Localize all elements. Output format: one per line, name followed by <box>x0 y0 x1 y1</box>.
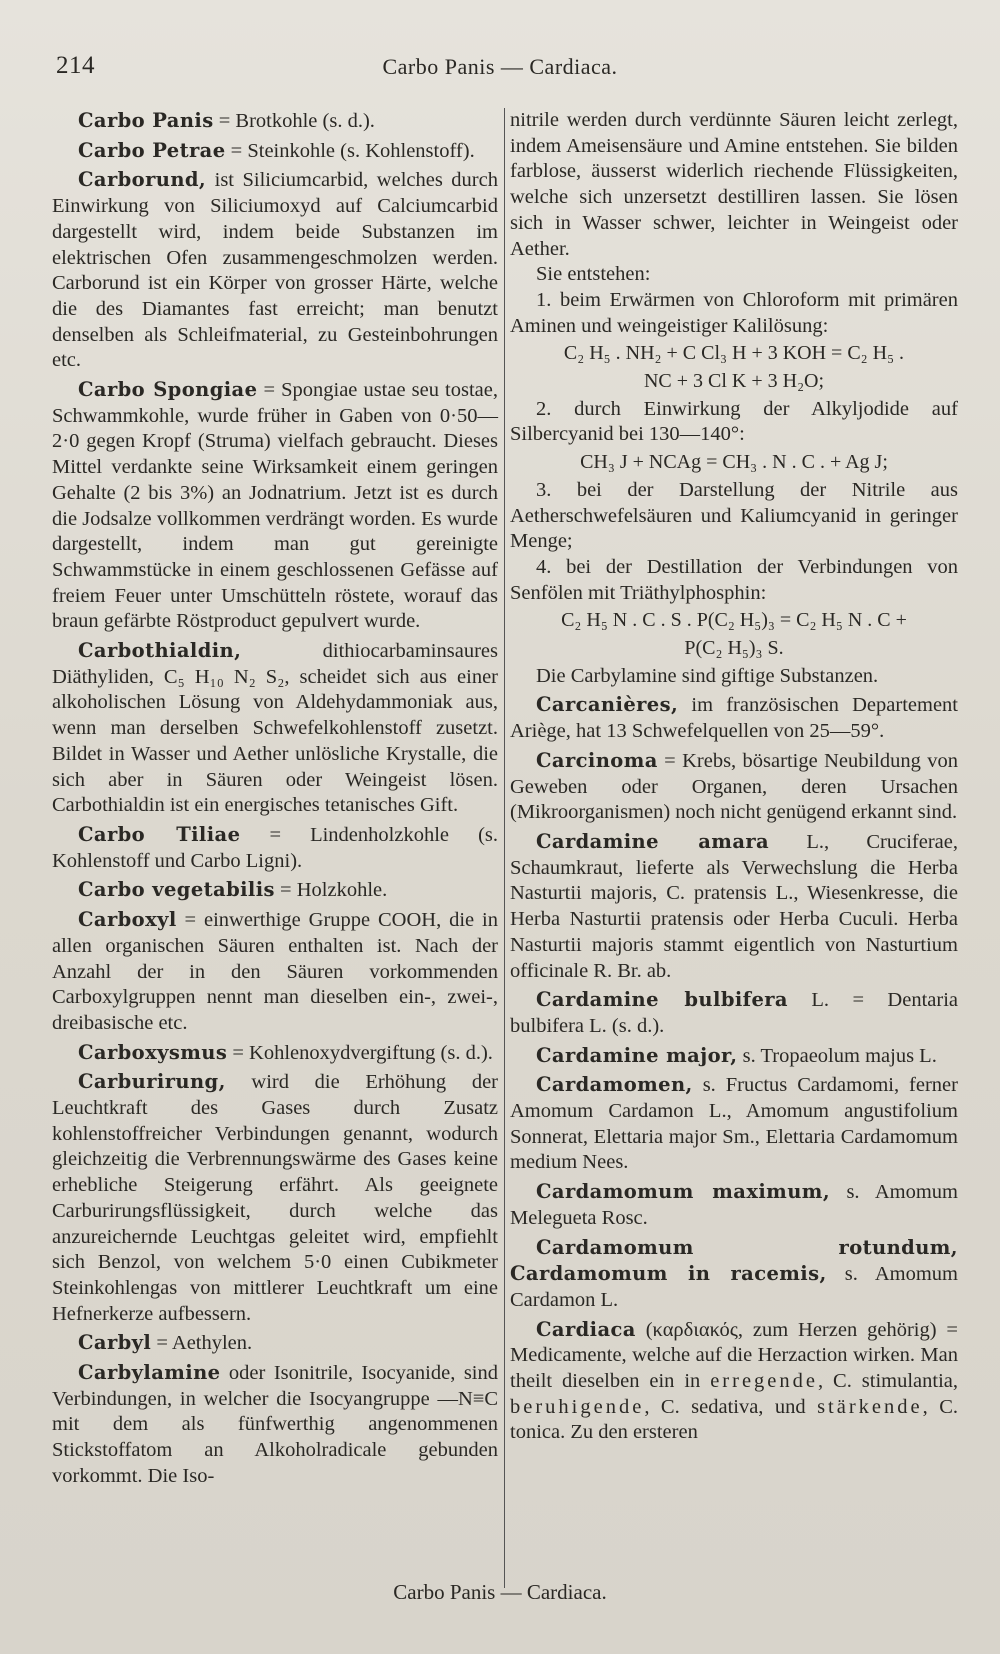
entry-cardamine-bulbifera <box>510 987 958 1039</box>
entry-text: ist Siliciumcarbid, welches durch Einwirkung von Siliciumoxyd auf Calciumcarbid dargestellt wird, indem beide Substanzen im elektrischen Ofen zusammengeschmolzen werden. Carborund ist ein Körper von grosser Härte, welche die des Diamantes fast erreicht; man benutzt denselben als Schleifmaterial, zu Gesteinbohrungen etc. <box>52 169 498 372</box>
headword: Carboxysmus <box>78 1040 228 1064</box>
headword: Cardamomum maximum, <box>536 1180 831 1204</box>
column-divider <box>504 108 505 1588</box>
right-column <box>510 108 958 1449</box>
headword: Carcanières, <box>536 693 679 717</box>
headword: Cardiaca <box>536 1317 636 1341</box>
formula-2: CH₃ J + NCAg = CH₃ . N . C . + Ag J; <box>580 451 888 474</box>
running-title: Carbo Panis — Cardiaca. <box>382 54 618 79</box>
formula-4b: P(C₂ H₅)₃ S. <box>684 637 784 660</box>
headword: Cardamomum rotundum, Cardamomum in racemis, <box>510 1235 958 1286</box>
headword: Carbo Petrae <box>78 138 226 162</box>
spaced-term: erregende <box>710 1370 819 1393</box>
headword: Carbothialdin, <box>78 639 242 663</box>
formula-1b: NC + 3 Cl K + 3 H₂O; <box>643 370 825 393</box>
entry-cardamomum-rotundum <box>510 1235 958 1314</box>
method-3: 3. bei der Darstellung der Nitrile aus Aetherschwefelsäuren und Kaliumcyanid in geringer Menge; <box>510 478 958 553</box>
headword: Carbo Panis <box>78 109 214 132</box>
entry-text: (καρδιακός, zum Herzen gehörig) = Medicamente, welche auf die Herzaction wirken. Man theilt dieselben ein in <box>510 1318 958 1393</box>
page-footer: Carbo Panis — Cardiaca. <box>393 1580 607 1604</box>
headword: Cardamine major, <box>536 1043 738 1067</box>
formula-1a: C₂ H₅ . NH₂ + C Cl₃ H + 3 KOH = C₂ H₅ . <box>563 342 905 365</box>
method-1: 1. beim Erwärmen von Chloroform mit primären Aminen und weingeistiger Kalilösung: <box>510 288 958 337</box>
entry-carcinoma <box>510 748 958 826</box>
entry-cardamomum-maximum <box>510 1179 958 1231</box>
entry-text: s. Tropaeolum majus L. <box>737 1044 937 1067</box>
entry-carbyl <box>52 1330 498 1357</box>
entry-text: s. Amomum Melegueta Rosc. <box>510 1181 958 1229</box>
entry-text: = Steinkohle (s. Kohlenstoff). <box>225 139 475 162</box>
entry-text: , C. sedativa, und <box>644 1395 818 1418</box>
spaced-term: stärkende <box>817 1395 923 1418</box>
headword: Carbylamine <box>78 1361 221 1385</box>
headword: Carboxyl <box>78 908 177 932</box>
entry-text: = Spongiae ustae seu tostae, Schwammkohle, wurde früher in Gaben von 0·50—2·0 gegen Kropf (Struma) vielfach gebraucht. Dieses Mittel verdankte seine Wirksamkeit einem geringen Gehalte (2 bis 3%) an Jodnatrium. Jetzt ist es durch die Jodsalze vollkommen verdrängt worden. Es wurde dargestellt, indem man gut gereinigte Schwammstücke in einem geschlossenen Gefässe auf freiem Feuer unter Umschütteln röstete, worauf das braun gefärbte Röstproduct gepulvert wurde. <box>52 379 498 633</box>
page-number: 214 <box>56 52 95 79</box>
headword: Carburirung, <box>78 1070 226 1094</box>
entry-text: = Aethylen. <box>151 1332 253 1355</box>
entry-carbo-spongiae <box>52 377 498 635</box>
entry-carbothialdin <box>52 638 498 819</box>
entry-text: im französischen Departement Ariège, hat 13 Schwefelquellen von 25—59°. <box>510 694 958 743</box>
closing-sentence: Die Carbylamine sind giftige Substanzen. <box>536 664 879 687</box>
entry-text: = Holzkohle. <box>274 879 388 902</box>
entry-carbo-panis <box>52 108 498 135</box>
entry-carcanieres <box>510 692 958 744</box>
entry-text: wird die Erhöhung der Leuchtkraft des Gases durch Zusatz kohlenstoffreicher Verbindungen genannt, wodurch gleichzeitig die Verbrennungswärme des Gases keine erhebliche Steigerung erfährt. Als geeignete Carburirungsflüssigkeit, durch welche das anzureichernde Leuchtgas geleitet wird, empfiehlt sich Benzol, von welchem 5·0 einen Cubikmeter Steinkohlengas von mittlerer Leuchtkraft um eine Hefnerkerze aufbessern. <box>52 1071 498 1325</box>
entry-cardamine-amara <box>510 829 958 984</box>
entry-text: = Kohlenoxydvergiftung (s. d.). <box>227 1041 493 1064</box>
headword: Carbo Tiliae <box>78 822 241 846</box>
entry-carbo-petrae <box>52 138 498 165</box>
entry-text: oder Isonitrile, Isocyanide, sind Verbindungen, in welcher die Isocyangruppe —N≡C mit dem als fünfwerthig angenommenen Stickstoffatom an Alkoholradicale gebunden vorkommt. Die Iso- <box>52 1362 498 1487</box>
entry-carboxyl <box>52 907 498 1037</box>
headword: Carbo vegetabilis <box>78 878 275 902</box>
entry-text: L. = Dentaria bulbifera L. (s. d.). <box>510 989 958 1037</box>
entry-text: s. Amomum Cardamon L. <box>510 1263 958 1311</box>
entry-carbo-tiliae <box>52 822 498 874</box>
headword: Cardamine bulbifera <box>536 988 788 1012</box>
entry-cardamine-major <box>510 1043 958 1070</box>
entry-text: = Brotkohle (s. d.). <box>213 110 375 132</box>
entry-cardamomen <box>510 1072 958 1176</box>
method-2: 2. durch Einwirkung der Alkyljodide auf Silbercyanid bei 130—140°: <box>510 397 958 446</box>
headword: Cardamine amara <box>536 829 770 853</box>
entry-text: L., Cruciferae, Schaumkraut, lieferte als Verwechslung die Herba Nasturtii majoris, C. pratensis L., Wiesenkresse, die Herba Nasturtii pratensis oder Herba Cuculi. Herba Nasturtii majoris stammt eigentlich von Nasturtium officinale R. Br. ab. <box>510 830 958 982</box>
entry-carborund <box>52 167 498 374</box>
method-4: 4. bei der Destillation der Verbindungen von Senfölen mit Triäthylphosphin: <box>510 555 958 604</box>
page-header <box>52 52 948 86</box>
entry-carbylamine <box>52 1360 498 1490</box>
enumeration-intro: Sie entstehen: <box>536 263 651 286</box>
headword: Carbyl <box>78 1331 152 1355</box>
formula-4a: C₂ H₅ N . C . S . P(C₂ H₅)₃ = C₂ H₅ N . C + <box>561 609 907 632</box>
continuation-text: nitrile werden durch verdünnte Säuren leicht zerlegt, indem Ameisensäure und Amine entstehen. Sie bilden farblose, äusserst widerlich riechende Flüssigkeiten, welche sich unzersetzt destilliren lassen. Sie lösen sich in Wasser schwer, leichter in Weingeist oder Aether. <box>510 109 958 260</box>
entry-text: , C. tonica. Zu den ersteren <box>510 1395 958 1444</box>
left-column <box>52 108 498 1493</box>
entry-cardiaca <box>510 1317 958 1447</box>
entry-carbo-vegetabilis <box>52 877 498 904</box>
entry-text: = Krebs, bösartige Neubildung von Geweben oder Organen, deren Ursachen (Mikroorganismen) noch nicht genügend erkannt sind. <box>510 749 958 824</box>
headword: Carborund, <box>78 168 207 192</box>
entry-text: , C. stimulantia, <box>818 1370 958 1393</box>
entry-text: = Lindenholzkohle (s. Kohlenstoff und Carbo Ligni). <box>52 823 498 872</box>
headword: Cardamomen, <box>536 1073 693 1097</box>
entry-text: = einwerthige Gruppe COOH, die in allen organischen Säuren enthalten ist. Nach der Anzahl der in den Säuren vorkommenden Carboxylgruppen nennt man dieselben ein-, zwei-, dreibasische etc. <box>52 909 498 1034</box>
entry-text: dithiocarbaminsaures Diäthyliden, C₅ H₁₀ N₂ S₂, scheidet sich aus einer alkoholischen Lösung von Aldehydammoniak aus, wenn man derselben Schwefelkohlenstoff zusetzt. Bildet in Wasser und Aether unlösliche Krystalle, die sich aber in Säuren oder Weingeist lösen. Carbothialdin ist ein energisches tetanisches Gift. <box>52 640 498 817</box>
spaced-term: beruhigende <box>510 1395 645 1418</box>
entry-carboxysmus <box>52 1040 498 1067</box>
entry-text: s. Fructus Cardamomi, ferner Amomum Cardamon L., Amomum angustifolium Sonnerat, Elettaria major Sm., Elettaria Cardamomum medium Nees. <box>510 1074 958 1174</box>
headword: Carcinoma <box>536 748 658 772</box>
entry-carburirung <box>52 1069 498 1327</box>
headword: Carbo Spongiae <box>78 378 258 402</box>
